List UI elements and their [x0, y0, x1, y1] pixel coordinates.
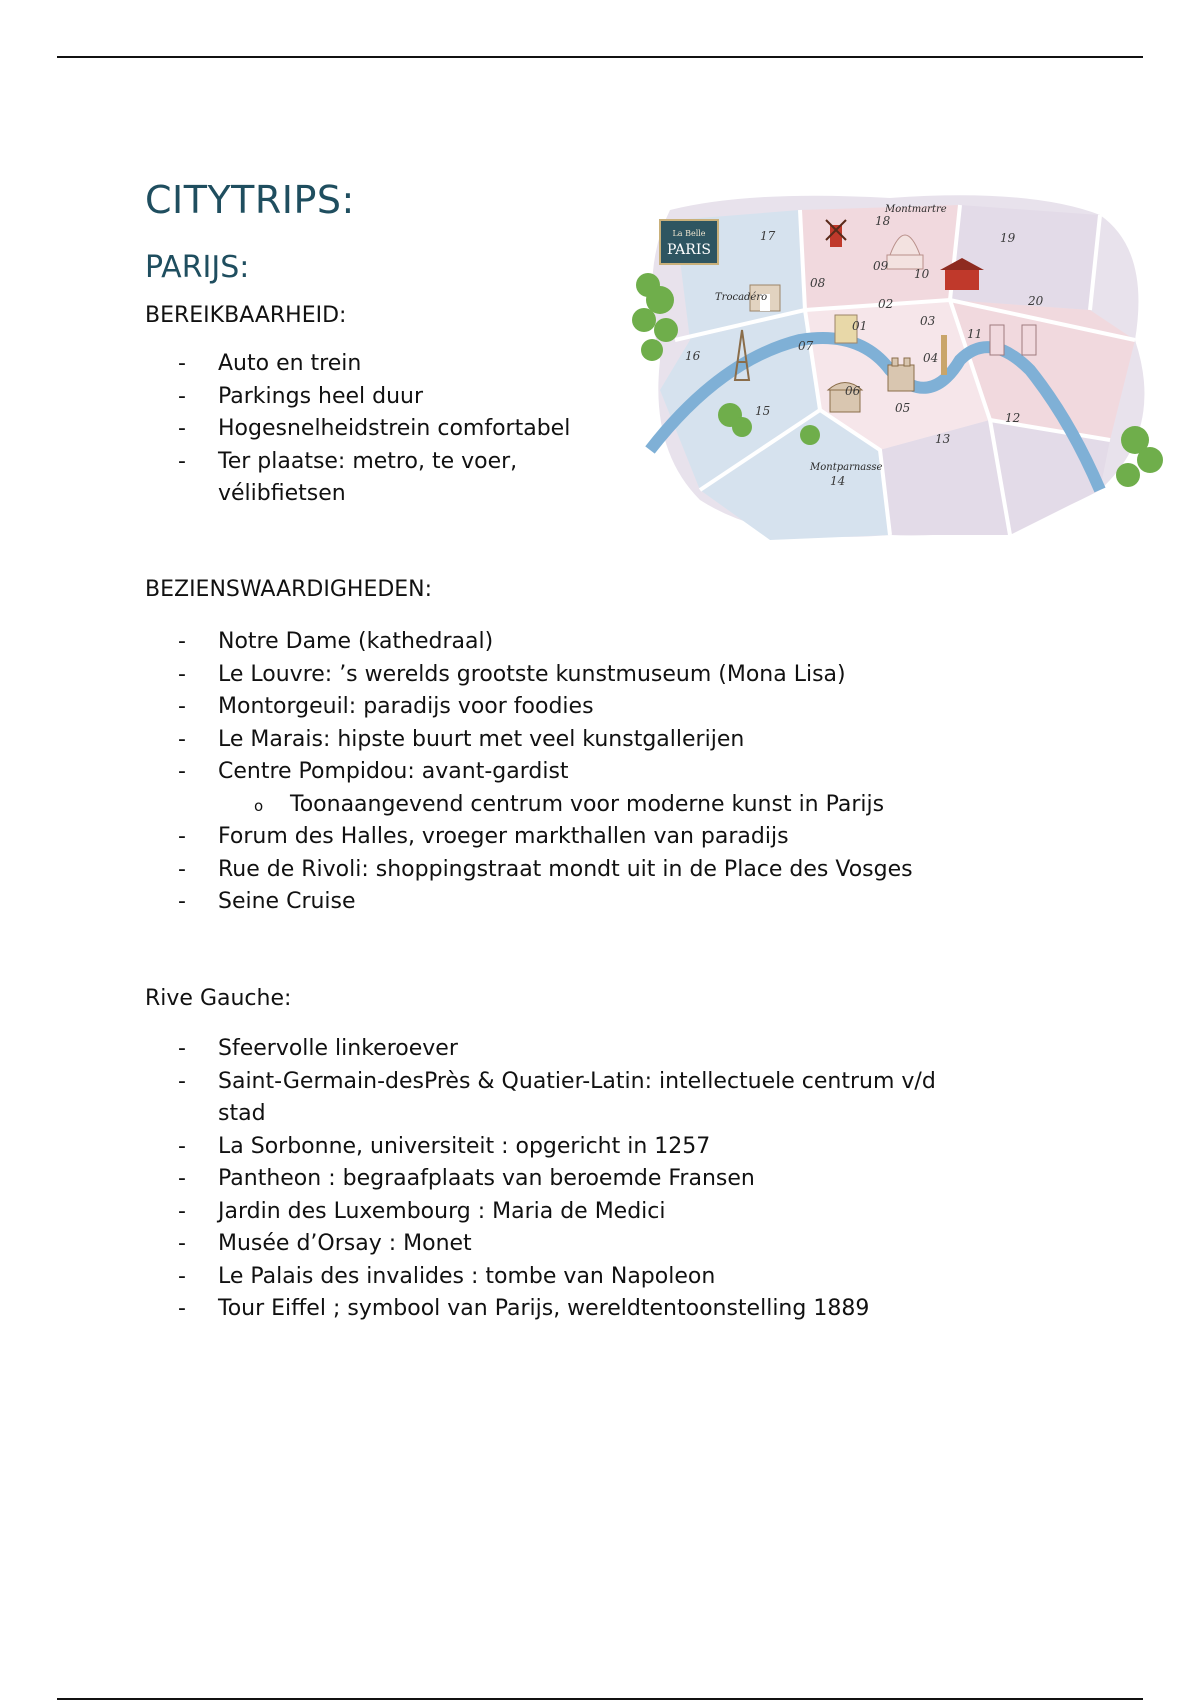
list-item: - Ter plaatse: metro, te voer, — [178, 446, 570, 479]
arrondissement-18: 18 — [875, 214, 891, 228]
list-item-continuation: vélibfietsen — [218, 481, 346, 506]
list-item: - Tour Eiffel ; symbool van Parijs, wereldtentoonstelling 1889 — [178, 1293, 936, 1326]
list-item: - Le Louvre: ’s werelds grootste kunstmuseum (Mona Lisa) — [178, 659, 913, 692]
heading-rive-gauche: Rive Gauche: — [145, 986, 292, 1011]
heading-bezienswaardigheden: BEZIENSWAARDIGHEDEN: — [145, 577, 433, 602]
list-item: - Parkings heel duur — [178, 381, 570, 414]
arrondissement-12: 12 — [1005, 411, 1021, 425]
arrondissement-02: 02 — [878, 297, 894, 311]
list-item: - Rue de Rivoli: shoppingstraat mondt uit in de Place des Vosges — [178, 854, 913, 887]
arrondissement-01: 01 — [852, 319, 868, 333]
section-title-parijs: PARIJS: — [145, 250, 250, 285]
page-title: CITYTRIPS: — [145, 178, 355, 222]
list-item: - Forum des Halles, vroeger markthallen van paradijs — [178, 821, 913, 854]
list-item-continuation: stad — [218, 1101, 266, 1126]
label-montmartre: Montmartre — [885, 204, 947, 215]
arrondissement-19: 19 — [1000, 231, 1016, 245]
label-trocadero: Trocadéro — [715, 292, 768, 303]
zone-19 — [950, 205, 1100, 310]
paris-map — [630, 190, 1170, 550]
logo-line1: La Belle — [672, 229, 706, 238]
arrondissement-17: 17 — [760, 229, 776, 243]
sub-list-item: o Toonaangevend centrum voor moderne kunst in Parijs — [178, 789, 913, 822]
label-montparnasse: Montparnasse — [810, 462, 883, 473]
list-item: - Saint-Germain-desPrès & Quatier-Latin: intellectuele centrum v/d — [178, 1066, 936, 1099]
arrondissement-05: 05 — [895, 401, 911, 415]
list-item: - Le Palais des invalides : tombe van Napoleon — [178, 1261, 936, 1294]
arrondissement-04: 04 — [923, 351, 939, 365]
list-item: - Auto en trein — [178, 348, 570, 381]
arrondissement-06: 06 — [845, 384, 861, 398]
list-item: - Jardin des Luxembourg : Maria de Medici — [178, 1196, 936, 1229]
list-item: - Le Marais: hipste buurt met veel kunstgallerijen — [178, 724, 913, 757]
list-bereikbaarheid — [178, 348, 570, 511]
list-item: - Centre Pompidou: avant-gardist — [178, 756, 913, 789]
arrondissement-09: 09 — [873, 259, 889, 273]
list-item: - Sfeervolle linkeroever — [178, 1033, 936, 1066]
arrondissement-10: 10 — [914, 267, 930, 281]
arrondissement-20: 20 — [1028, 294, 1044, 308]
arrondissement-08: 08 — [810, 276, 826, 290]
arrondissement-14: 14 — [830, 474, 846, 488]
list-bezienswaardigheden — [178, 626, 913, 919]
list-item: - Seine Cruise — [178, 886, 913, 919]
arrondissement-15: 15 — [755, 404, 771, 418]
la-belle-paris-logo — [660, 220, 718, 264]
heading-bereikbaarheid: BEREIKBAARHEID: — [145, 303, 347, 328]
list-item: - Musée d’Orsay : Monet — [178, 1228, 936, 1261]
list-item: - Pantheon : begraafplaats van beroemde Fransen — [178, 1163, 936, 1196]
header-rule — [57, 56, 1143, 58]
arrondissement-16: 16 — [685, 349, 701, 363]
list-item: - Montorgeuil: paradijs voor foodies — [178, 691, 913, 724]
arrondissement-03: 03 — [920, 314, 936, 328]
arrondissement-11: 11 — [967, 327, 983, 341]
bastille-column-icon — [941, 335, 947, 375]
list-item: - Hogesnelheidstrein comfortabel — [178, 413, 570, 446]
arrondissement-13: 13 — [935, 432, 951, 446]
logo-line2: PARIS — [667, 242, 711, 258]
list-rive-gauche — [178, 1033, 936, 1326]
list-item: - La Sorbonne, universiteit : opgericht in 1257 — [178, 1131, 936, 1164]
arrondissement-07: 07 — [798, 339, 814, 353]
list-item: - Notre Dame (kathedraal) — [178, 626, 913, 659]
